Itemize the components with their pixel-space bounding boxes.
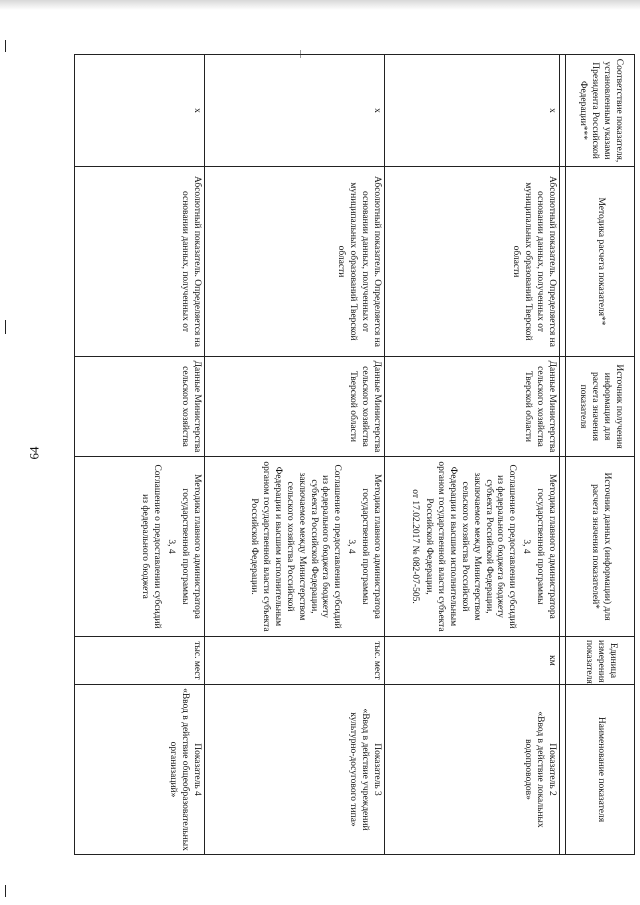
cell-info-source: Данные Министерства сельского хозяйства Тверской области xyxy=(205,357,385,457)
cell-name xyxy=(385,685,560,855)
data-source-refs: 3, 4 xyxy=(166,539,177,554)
cell-info-source: Данные Министерства сельского хозяйства Тверской области xyxy=(385,357,560,457)
header-unit: Единица измерения показателя xyxy=(566,637,635,685)
scan-mark xyxy=(5,885,6,897)
cell-data-source xyxy=(75,457,205,637)
data-source-agreement: Соглашение о предоставлении субсидий из федерального бюджета бюджету субъекта Российской Федерации, заключаемое между Министерством сельского хозяйства Российской Федерации и высшим исполнительным органом государственной власти субъекта Российской Федерации. xyxy=(249,461,343,632)
data-source-agreement: Соглашение о предоставлении субсидий из федерального бюджета бюджету субъекта Российской Федерации, заключаемое между Министерством сельского хозяйства Российской Федерации и высшим исполнительным органом государственной власти субъекта Российской Федерации, xyxy=(424,461,518,632)
indicator-title: «Ввод в действие общеобразовательных организаций» xyxy=(168,688,191,851)
cell-info-source: Данные Министерства сельского хозяйства xyxy=(75,357,205,457)
header-method: Методика расчета показателя** xyxy=(566,167,635,357)
cell-compliance: х xyxy=(205,55,385,167)
table-row xyxy=(385,55,560,855)
data-source-methodology: Методика главного администратора государственной программы xyxy=(360,474,382,619)
indicator-table xyxy=(74,54,635,855)
indicator-label: Показатель 3 xyxy=(372,743,382,796)
cell-method: Абсолютный показатель. Определяется на основании данных, полученных от муниципальных образований Тверской области xyxy=(205,167,385,357)
indicator-label: Показатель 2 xyxy=(547,743,557,796)
data-source-date: от 17.02.2017 № 082-07-505. xyxy=(410,489,421,604)
indicator-title: «Ввод в действие локальных водопроводов» xyxy=(523,711,546,828)
page-number: 64 xyxy=(26,446,42,460)
data-source-refs: 3, 4 xyxy=(521,539,532,554)
header-name: Наименование показателя xyxy=(566,685,635,855)
cell-method: Абсолютный показатель. Определяется на основании данных, полученных от муниципальных образований Тверской области xyxy=(385,167,560,357)
cell-compliance: х xyxy=(75,55,205,167)
header-info-source: Источник получения информации для расчета значения показателя xyxy=(566,357,635,457)
cell-method: Абсолютный показатель. Определяется на основании данных, полученных от xyxy=(75,167,205,357)
cell-name xyxy=(205,685,385,855)
scan-mark xyxy=(5,320,6,334)
indicator-title: «Ввод в действие учреждений культурно-досугового типа» xyxy=(348,708,371,831)
cell-unit: тыс. мест xyxy=(75,637,205,685)
data-source-methodology: Методика главного администратора государственной программы xyxy=(535,474,557,619)
header-compliance: Соответствие показателя, установленным указами Президента Российской Федерации*** xyxy=(566,55,635,167)
scan-edge xyxy=(0,0,640,10)
data-source-methodology: Методика главного администратора государственной программы xyxy=(180,474,202,619)
table-spacer-row xyxy=(560,55,566,855)
data-source-agreement: Соглашение о предоставлении субсидий из федерального бюджета xyxy=(140,464,163,629)
data-source-refs: 3, 4 xyxy=(346,539,357,554)
table-row xyxy=(205,55,385,855)
cell-compliance: х xyxy=(385,55,560,167)
cell-name xyxy=(75,685,205,855)
scan-mark xyxy=(5,40,6,52)
cell-unit: тыс. мест xyxy=(205,637,385,685)
indicator-table-rotated xyxy=(85,54,635,854)
cell-data-source xyxy=(385,457,560,637)
header-data-source: Источник данных (информации) для расчета значения показателей* xyxy=(566,457,635,637)
indicator-label: Показатель 4 xyxy=(192,743,202,796)
table-header-row xyxy=(566,55,635,855)
table-row xyxy=(75,55,205,855)
cell-unit: км xyxy=(385,637,560,685)
cell-data-source xyxy=(205,457,385,637)
